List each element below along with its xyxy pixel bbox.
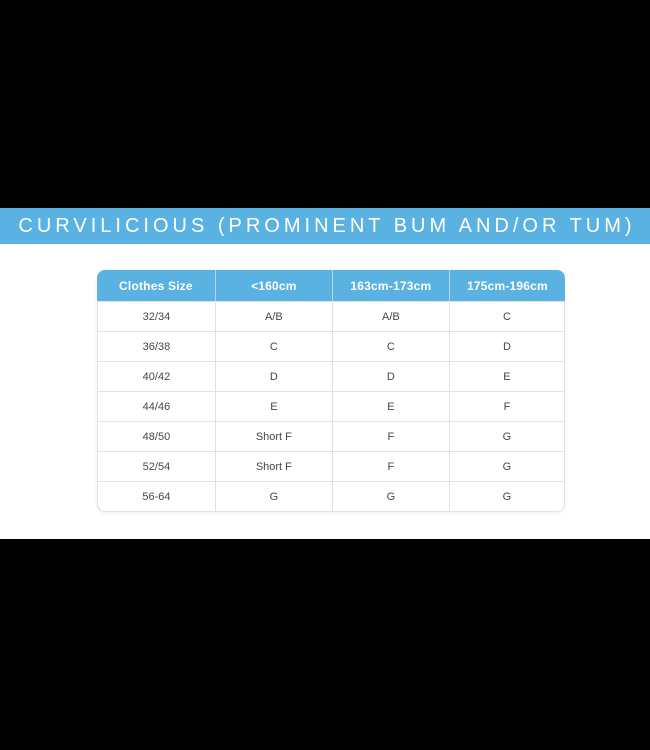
table-cell: E: [333, 391, 450, 421]
category-banner: [0, 208, 650, 244]
table-cell: C: [333, 331, 450, 361]
column-header-under-160cm: <160cm: [216, 270, 333, 301]
table-row: [97, 301, 565, 331]
header-row: [97, 270, 565, 301]
table-row: [97, 451, 565, 481]
table-row: [97, 331, 565, 361]
size-chart-body: [97, 301, 565, 512]
column-header-clothes-size: Clothes Size: [97, 270, 216, 301]
top-letterbox: [0, 0, 650, 208]
table-cell: 44/46: [97, 391, 216, 421]
table-cell: A/B: [333, 301, 450, 331]
table-cell: D: [450, 331, 565, 361]
table-cell: E: [450, 361, 565, 391]
table-row: [97, 481, 565, 512]
column-header-163-173cm: 163cm-173cm: [333, 270, 450, 301]
table-cell: 40/42: [97, 361, 216, 391]
table-cell: E: [216, 391, 333, 421]
table-cell: D: [333, 361, 450, 391]
table-cell: Short F: [216, 421, 333, 451]
table-cell: D: [216, 361, 333, 391]
table-cell: 52/54: [97, 451, 216, 481]
table-cell: A/B: [216, 301, 333, 331]
table-cell: F: [333, 421, 450, 451]
table-cell: Short F: [216, 451, 333, 481]
size-chart-table: [97, 270, 565, 512]
table-cell: G: [450, 481, 565, 512]
size-chart: [97, 270, 565, 512]
table-cell: G: [333, 481, 450, 512]
table-cell: F: [333, 451, 450, 481]
table-row: [97, 361, 565, 391]
table-row: [97, 421, 565, 451]
size-chart-header: [97, 270, 565, 301]
table-cell: 56-64: [97, 481, 216, 512]
table-cell: 32/34: [97, 301, 216, 331]
table-cell: F: [450, 391, 565, 421]
table-cell: G: [450, 451, 565, 481]
table-row: [97, 391, 565, 421]
table-cell: C: [216, 331, 333, 361]
category-banner-title: CURVILICIOUS (PROMINENT BUM AND/OR TUM): [18, 214, 636, 237]
column-header-175-196cm: 175cm-196cm: [450, 270, 565, 301]
table-cell: 36/38: [97, 331, 216, 361]
bottom-letterbox: [0, 539, 650, 750]
table-cell: C: [450, 301, 565, 331]
table-cell: 48/50: [97, 421, 216, 451]
table-cell: G: [450, 421, 565, 451]
table-cell: G: [216, 481, 333, 512]
